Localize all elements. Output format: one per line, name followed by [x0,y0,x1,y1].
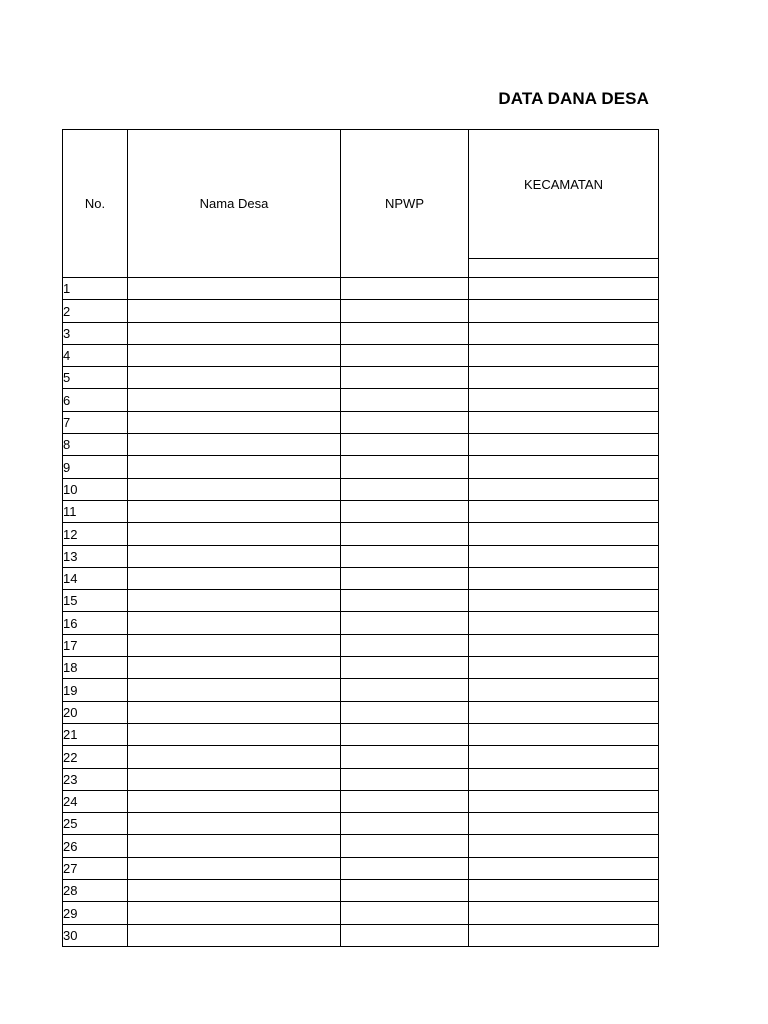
nama-desa-cell [128,880,341,902]
npwp-cell [341,322,469,344]
row-number-cell: 6 [63,389,128,411]
npwp-cell [341,344,469,366]
kecamatan-cell [469,746,659,768]
kecamatan-cell [469,857,659,879]
row-number-cell: 19 [63,679,128,701]
npwp-cell [341,790,469,812]
kecamatan-cell [469,456,659,478]
npwp-cell [341,679,469,701]
nama-desa-cell [128,679,341,701]
npwp-cell [341,902,469,924]
nama-desa-cell [128,634,341,656]
table-row [63,500,659,522]
table-row [63,857,659,879]
table-row [63,523,659,545]
row-number-cell: 17 [63,634,128,656]
table-row [63,278,659,300]
nama-desa-cell [128,857,341,879]
row-number-cell: 3 [63,322,128,344]
kecamatan-cell [469,500,659,522]
nama-desa-cell [128,389,341,411]
row-number-cell: 11 [63,500,128,522]
npwp-cell [341,723,469,745]
nama-desa-cell [128,590,341,612]
table-header [63,130,659,278]
kecamatan-cell [469,813,659,835]
kecamatan-cell [469,657,659,679]
npwp-cell [341,768,469,790]
table-row [63,300,659,322]
row-number-cell: 30 [63,924,128,946]
table-row [63,367,659,389]
row-number-cell: 1 [63,278,128,300]
table-row [63,389,659,411]
nama-desa-cell [128,523,341,545]
row-number-cell: 7 [63,411,128,433]
document-title: DATA DANA DESA [498,89,649,108]
npwp-cell [341,857,469,879]
row-number-cell: 4 [63,344,128,366]
dana-desa-table [62,129,659,947]
nama-desa-cell [128,344,341,366]
npwp-cell [341,657,469,679]
nama-desa-cell [128,723,341,745]
header-kecamatan [469,130,659,259]
row-number-cell: 28 [63,880,128,902]
kecamatan-cell [469,478,659,500]
table-row [63,880,659,902]
kecamatan-cell [469,924,659,946]
nama-desa-cell [128,456,341,478]
row-number-cell: 13 [63,545,128,567]
table-row [63,902,659,924]
kecamatan-cell [469,344,659,366]
kecamatan-cell [469,612,659,634]
npwp-cell [341,813,469,835]
row-number-cell: 15 [63,590,128,612]
table-row [63,723,659,745]
npwp-cell [341,434,469,456]
npwp-cell [341,835,469,857]
table-row [63,835,659,857]
kecamatan-cell [469,723,659,745]
npwp-cell [341,701,469,723]
npwp-cell [341,367,469,389]
nama-desa-cell [128,322,341,344]
row-number-cell: 2 [63,300,128,322]
nama-desa-cell [128,478,341,500]
npwp-cell [341,746,469,768]
row-number-cell: 8 [63,434,128,456]
nama-desa-cell [128,367,341,389]
kecamatan-cell [469,880,659,902]
npwp-cell [341,545,469,567]
kecamatan-cell [469,634,659,656]
row-number-cell: 21 [63,723,128,745]
nama-desa-cell [128,701,341,723]
kecamatan-cell [469,902,659,924]
nama-desa-cell [128,657,341,679]
nama-desa-cell [128,835,341,857]
nama-desa-cell [128,612,341,634]
table-row [63,790,659,812]
npwp-cell [341,278,469,300]
row-number-cell: 23 [63,768,128,790]
row-number-cell: 9 [63,456,128,478]
table-row [63,545,659,567]
table-row [63,612,659,634]
nama-desa-cell [128,545,341,567]
table-row [63,924,659,946]
table-row [63,590,659,612]
header-nama-desa: Nama Desa [128,130,341,278]
header-no: No. [63,130,128,278]
nama-desa-cell [128,746,341,768]
nama-desa-cell [128,924,341,946]
table-row [63,478,659,500]
table-row [63,411,659,433]
row-number-cell: 18 [63,657,128,679]
npwp-cell [341,478,469,500]
nama-desa-cell [128,790,341,812]
table-row [63,634,659,656]
nama-desa-cell [128,902,341,924]
table-row [63,567,659,589]
npwp-cell [341,389,469,411]
header-row [63,130,659,259]
table-row [63,746,659,768]
row-number-cell: 26 [63,835,128,857]
npwp-cell [341,523,469,545]
npwp-cell [341,567,469,589]
kecamatan-cell [469,389,659,411]
row-number-cell: 27 [63,857,128,879]
npwp-cell [341,612,469,634]
kecamatan-cell [469,411,659,433]
row-number-cell: 16 [63,612,128,634]
kecamatan-cell [469,679,659,701]
kecamatan-cell [469,322,659,344]
nama-desa-cell [128,278,341,300]
npwp-cell [341,456,469,478]
table-body [63,278,659,947]
npwp-cell [341,634,469,656]
row-number-cell: 5 [63,367,128,389]
row-number-cell: 14 [63,567,128,589]
row-number-cell: 29 [63,902,128,924]
kecamatan-cell [469,835,659,857]
row-number-cell: 25 [63,813,128,835]
kecamatan-cell [469,790,659,812]
kecamatan-cell [469,300,659,322]
nama-desa-cell [128,813,341,835]
row-number-cell: 12 [63,523,128,545]
table-row [63,456,659,478]
table-row [63,813,659,835]
nama-desa-cell [128,500,341,522]
kecamatan-cell [469,434,659,456]
kecamatan-cell [469,590,659,612]
kecamatan-cell [469,567,659,589]
table-row [63,434,659,456]
kecamatan-cell [469,701,659,723]
npwp-cell [341,411,469,433]
table-row [63,657,659,679]
nama-desa-cell [128,434,341,456]
nama-desa-cell [128,411,341,433]
npwp-cell [341,590,469,612]
table-row [63,679,659,701]
row-number-cell: 24 [63,790,128,812]
table-row [63,701,659,723]
kecamatan-cell [469,278,659,300]
header-npwp: NPWP [341,130,469,278]
nama-desa-cell [128,768,341,790]
table-row [63,322,659,344]
kecamatan-cell [469,367,659,389]
row-number-cell: 10 [63,478,128,500]
table-row [63,344,659,366]
kecamatan-cell [469,768,659,790]
header-kecamatan-label: KECAMATAN [524,176,603,192]
row-number-cell: 20 [63,701,128,723]
kecamatan-cell [469,523,659,545]
row-number-cell: 22 [63,746,128,768]
nama-desa-cell [128,300,341,322]
npwp-cell [341,300,469,322]
kecamatan-cell [469,545,659,567]
header-kecamatan-subcell [469,259,659,278]
npwp-cell [341,880,469,902]
npwp-cell [341,924,469,946]
table-row [63,768,659,790]
npwp-cell [341,500,469,522]
nama-desa-cell [128,567,341,589]
